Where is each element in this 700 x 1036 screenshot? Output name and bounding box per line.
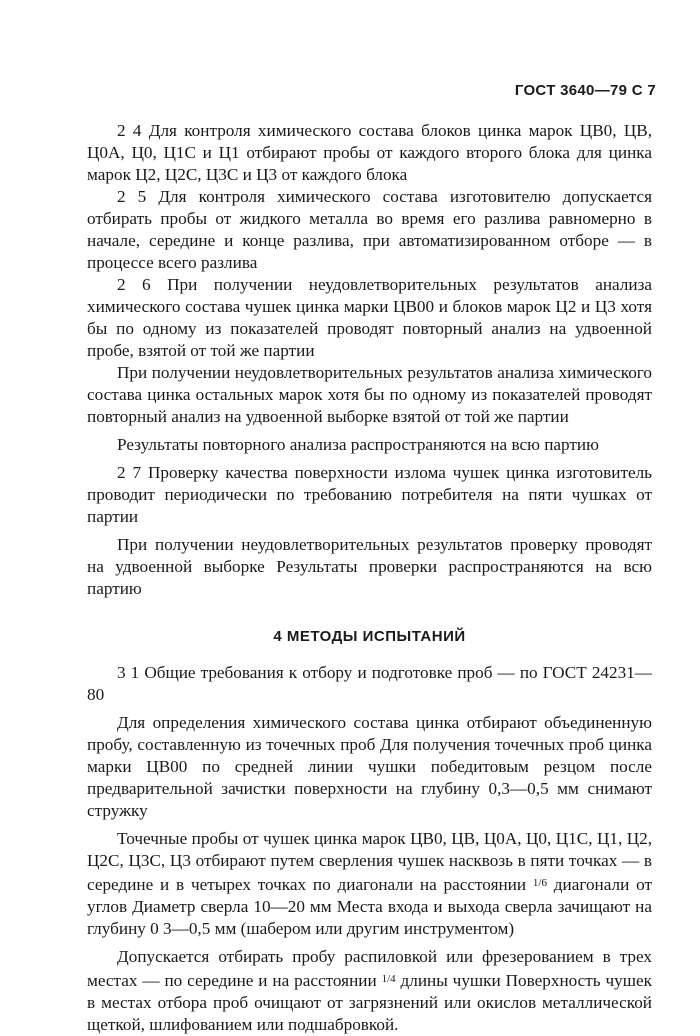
paragraph-2-7: 2 7 Проверку качества поверхности излома чушек цинка изготовитель проводит периодически по требованию потребителя на пяти чушках от партии — [87, 463, 652, 526]
paragraph-2-5: 2 5 Для контроля химического состава изготовителю допускается отбирать пробы от жидкого металла во время его разлива равномерно в начале, середине и конце разлива, при автоматизированном отборе — в процессе всего разлива — [87, 187, 652, 272]
fraction-one-quarter: 1/4 — [381, 973, 396, 985]
sawing-text-start: Допускается отбирать пробу распиловкой или фрезерованием в трех местах — по середине и на расстоянии — [87, 947, 652, 990]
paragraph-2-6: 2 6 При получении неудовлетворительных результатов анализа химического состава чушек цинка марки ЦВ00 и блоков марок Ц2 и Ц3 хотя бы по одному из показателей проводят повторный анализ на удвоенной пробе, взятой от той же партии — [87, 275, 652, 360]
paragraph-3-1-sampling: Для определения химического состава цинка отбирают объединенную пробу, составленную из точечных проб Для получения точечных проб цинка марки ЦВ00 по средней линии чушки победитовым резцом после предварительной зачистки поверхности на глубину 0,3—0,5 мм снимают стружку — [87, 713, 652, 820]
paragraph-3-1-drilling — [87, 828, 652, 940]
drilling-text-start: Точечные пробы от чушек цинка марок ЦВ0, ЦВ, Ц0А, Ц0, Ц1С, Ц1, Ц2, Ц2С, Ц3С, Ц3 отбирают путем сверления чушек насквозь в пяти точках — в середине и в четырех точках по диагонали на расстоянии — [87, 829, 652, 894]
paragraph-2-6-scope: Результаты повторного анализа распространяются на всю партию — [117, 435, 599, 454]
fraction-one-sixth: 1/6 — [532, 877, 547, 889]
paragraph-2-4: 2 4 Для контроля химического состава блоков цинка марок ЦВ0, ЦВ, Ц0А, Ц0, Ц1С и Ц1 отбирают пробы от каждого второго блока для цинка марок Ц2, Ц2С, Ц3С и Ц3 от каждого блока — [87, 121, 652, 184]
paragraph-3-1-sawing — [87, 946, 652, 1036]
page-body — [87, 120, 652, 1036]
section-title: 4 МЕТОДЫ ИСПЫТАНИЙ — [273, 628, 466, 645]
paragraph-2-6-repeat: При получении неудовлетворительных результатов анализа химического состава цинка остальных марок хотя бы по одному из показателей проводят повторный анализ на удвоенной выборке взятой от той же партии — [87, 363, 652, 426]
sawing-text-end: длины чушки Поверхность чушек в местах отбора проб очищают от загрязнений или окислов металлической щеткой, шлифованием или подшабровкой. — [87, 971, 652, 1034]
drilling-text-end: диагонали от углов Диаметр сверла 10—20 мм Места входа и выхода сверла зачищают на глубину 0 3—0,5 мм (шабером или другим инструментом) — [87, 875, 653, 938]
running-header: ГОСТ 3640—79 С 7 — [514, 82, 656, 99]
paragraph-2-7-repeat: При получении неудовлетворительных результатов проверку проводят на удвоенной выборке Результаты проверки распространяются на всю партию — [87, 535, 652, 598]
paragraph-3-1: 3 1 Общие требования к отбору и подготовке проб — по ГОСТ 24231—80 — [87, 663, 652, 704]
